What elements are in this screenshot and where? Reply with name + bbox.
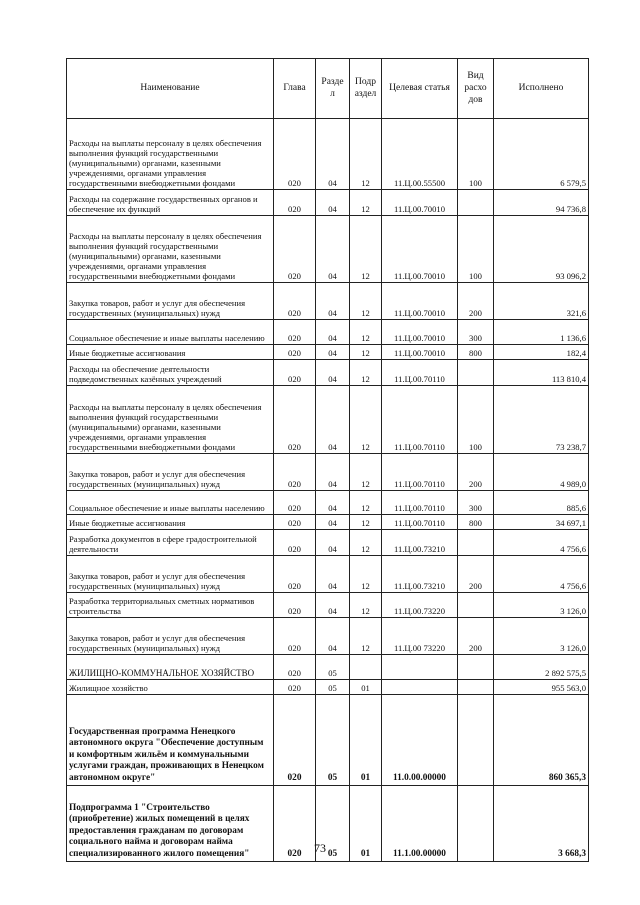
cell-executed: 860 365,3 <box>494 695 589 786</box>
cell-subsection: 12 <box>350 593 382 618</box>
cell-section: 04 <box>316 593 350 618</box>
cell-executed: 113 810,4 <box>494 360 589 386</box>
cell-type <box>458 593 494 618</box>
cell-name: Закупка товаров, работ и услуг для обеспечения государственных (муниципальных) нужд <box>67 618 274 655</box>
table-row <box>67 618 589 655</box>
cell-name: Разработка территориальных сметных нормативов строительства <box>67 593 274 618</box>
cell-section: 04 <box>316 515 350 530</box>
table-row <box>67 593 589 618</box>
cell-name: Закупка товаров, работ и услуг для обеспечения государственных (муниципальных) нужд <box>67 556 274 593</box>
cell-section: 05 <box>316 655 350 680</box>
cell-subsection: 01 <box>350 695 382 786</box>
cell-executed: 955 563,0 <box>494 680 589 695</box>
cell-name: Подпрограмма 1 "Строительство (приобретение) жилых помещений в целях предоставления гражданам по договорам социального найма и договорам найма специализированного жилого помещения" <box>67 786 274 862</box>
cell-chapter: 020 <box>274 360 316 386</box>
cell-name: Иные бюджетные ассигнования <box>67 515 274 530</box>
cell-chapter: 020 <box>274 386 316 454</box>
budget-table <box>66 58 589 862</box>
cell-section: 05 <box>316 786 350 862</box>
cell-section: 05 <box>316 695 350 786</box>
cell-chapter: 020 <box>274 530 316 556</box>
cell-subsection: 12 <box>350 454 382 491</box>
table-header-row <box>67 59 589 119</box>
table-row <box>67 515 589 530</box>
cell-article: 11.Ц.00.73210 <box>382 530 458 556</box>
table-row <box>67 386 589 454</box>
cell-subsection: 12 <box>350 360 382 386</box>
cell-chapter: 020 <box>274 345 316 360</box>
cell-executed: 321,6 <box>494 283 589 320</box>
cell-name: ЖИЛИЩНО-КОММУНАЛЬНОЕ ХОЗЯЙСТВО <box>67 655 274 680</box>
cell-type <box>458 695 494 786</box>
cell-subsection: 12 <box>350 618 382 655</box>
table-row <box>67 530 589 556</box>
cell-article <box>382 680 458 695</box>
cell-section: 04 <box>316 190 350 216</box>
cell-executed: 3 126,0 <box>494 618 589 655</box>
cell-type: 200 <box>458 618 494 655</box>
cell-executed: 182,4 <box>494 345 589 360</box>
cell-chapter: 020 <box>274 320 316 345</box>
cell-section: 04 <box>316 530 350 556</box>
cell-type: 200 <box>458 454 494 491</box>
cell-section: 04 <box>316 618 350 655</box>
table-row <box>67 491 589 515</box>
cell-type <box>458 680 494 695</box>
cell-chapter: 020 <box>274 556 316 593</box>
cell-type: 100 <box>458 216 494 283</box>
cell-article: 11.Ц.00.70010 <box>382 345 458 360</box>
table-row <box>67 556 589 593</box>
cell-chapter: 020 <box>274 695 316 786</box>
cell-executed: 885,6 <box>494 491 589 515</box>
cell-chapter: 020 <box>274 515 316 530</box>
cell-section: 04 <box>316 386 350 454</box>
cell-name: Жилищное хозяйство <box>67 680 274 695</box>
cell-type: 300 <box>458 320 494 345</box>
cell-subsection: 01 <box>350 786 382 862</box>
cell-section: 04 <box>316 556 350 593</box>
cell-name: Расходы на содержание государственных органов и обеспечение их функций <box>67 190 274 216</box>
cell-type: 100 <box>458 119 494 190</box>
header-executed: Исполнено <box>494 59 589 119</box>
cell-chapter: 020 <box>274 786 316 862</box>
page-number: 73 <box>314 841 326 855</box>
cell-name: Социальное обеспечение и иные выплаты населению <box>67 320 274 345</box>
cell-name: Закупка товаров, работ и услуг для обеспечения государственных (муниципальных) нужд <box>67 283 274 320</box>
header-chapter: Глава <box>274 59 316 119</box>
cell-article: 11.Ц.00.70110 <box>382 515 458 530</box>
table-row <box>67 320 589 345</box>
cell-type <box>458 360 494 386</box>
cell-chapter: 020 <box>274 618 316 655</box>
cell-article: 11.Ц.00.70110 <box>382 360 458 386</box>
table-row <box>67 655 589 680</box>
cell-executed: 34 697,1 <box>494 515 589 530</box>
cell-name: Расходы на обеспечение деятельности подведомственных казённых учреждений <box>67 360 274 386</box>
cell-type: 800 <box>458 345 494 360</box>
cell-subsection: 12 <box>350 530 382 556</box>
table-row <box>67 283 589 320</box>
cell-executed: 6 579,5 <box>494 119 589 190</box>
table-row <box>67 360 589 386</box>
header-subsection: Подр аздел <box>350 59 382 119</box>
cell-section: 04 <box>316 119 350 190</box>
cell-article: 11.Ц.00.70010 <box>382 320 458 345</box>
cell-executed: 3 668,3 <box>494 786 589 862</box>
table-row <box>67 695 589 786</box>
cell-article: 11.0.00.00000 <box>382 695 458 786</box>
cell-subsection: 12 <box>350 491 382 515</box>
table-row <box>67 345 589 360</box>
cell-executed: 4 989,0 <box>494 454 589 491</box>
cell-subsection: 12 <box>350 345 382 360</box>
cell-type <box>458 530 494 556</box>
cell-subsection: 01 <box>350 680 382 695</box>
cell-chapter: 020 <box>274 491 316 515</box>
table-row <box>67 680 589 695</box>
cell-name: Разработка документов в сфере градостроительной деятельности <box>67 530 274 556</box>
cell-executed: 93 096,2 <box>494 216 589 283</box>
table-row <box>67 216 589 283</box>
cell-name: Расходы на выплаты персоналу в целях обеспечения выполнения функций государственными (муниципальными) органами, казенными учреждениями, органами управления государственными внебюджетными фондами <box>67 119 274 190</box>
cell-name: Закупка товаров, работ и услуг для обеспечения государственных (муниципальных) нужд <box>67 454 274 491</box>
cell-section: 04 <box>316 345 350 360</box>
cell-section: 05 <box>316 680 350 695</box>
cell-type: 200 <box>458 556 494 593</box>
cell-article: 11.Ц.00.70110 <box>382 491 458 515</box>
cell-subsection: 12 <box>350 119 382 190</box>
table-body <box>67 119 589 862</box>
cell-name: Иные бюджетные ассигнования <box>67 345 274 360</box>
cell-subsection: 12 <box>350 515 382 530</box>
cell-name: Государственная программа Ненецкого автономного округа "Обеспечение доступным и комфортным жильём и коммунальными услугами граждан, проживающих в Ненецком автономном округе" <box>67 695 274 786</box>
cell-article <box>382 655 458 680</box>
cell-executed: 4 756,6 <box>494 530 589 556</box>
cell-article: 11.Ц.00.70110 <box>382 454 458 491</box>
cell-executed: 94 736,8 <box>494 190 589 216</box>
cell-subsection: 12 <box>350 556 382 593</box>
cell-executed: 4 756,6 <box>494 556 589 593</box>
cell-type: 300 <box>458 491 494 515</box>
cell-name: Расходы на выплаты персоналу в целях обеспечения выполнения функций государственными (муниципальными) органами, казенными учреждениями, органами управления государственными внебюджетными фондами <box>67 386 274 454</box>
cell-name: Социальное обеспечение и иные выплаты населению <box>67 491 274 515</box>
cell-type <box>458 655 494 680</box>
cell-article: 11.Ц.00.55500 <box>382 119 458 190</box>
cell-section: 04 <box>316 216 350 283</box>
header-name: Наименование <box>67 59 274 119</box>
cell-chapter: 020 <box>274 190 316 216</box>
cell-executed: 1 136,6 <box>494 320 589 345</box>
cell-chapter: 020 <box>274 119 316 190</box>
cell-subsection: 12 <box>350 320 382 345</box>
header-type: Вид расхо дов <box>458 59 494 119</box>
cell-type: 800 <box>458 515 494 530</box>
table-row <box>67 190 589 216</box>
cell-article: 11.Ц.00.73210 <box>382 556 458 593</box>
cell-article: 11.Ц.00.70010 <box>382 190 458 216</box>
cell-article: 11.Ц.00.70010 <box>382 216 458 283</box>
cell-section: 04 <box>316 454 350 491</box>
cell-subsection: 12 <box>350 386 382 454</box>
cell-chapter: 020 <box>274 283 316 320</box>
cell-executed: 3 126,0 <box>494 593 589 618</box>
cell-article: 11.Ц.00.70110 <box>382 386 458 454</box>
cell-chapter: 020 <box>274 655 316 680</box>
cell-article: 11.Ц.00 73220 <box>382 618 458 655</box>
cell-subsection <box>350 655 382 680</box>
cell-executed: 2 892 575,5 <box>494 655 589 680</box>
cell-section: 04 <box>316 283 350 320</box>
cell-article: 11.1.00.00000 <box>382 786 458 862</box>
cell-subsection: 12 <box>350 190 382 216</box>
cell-chapter: 020 <box>274 680 316 695</box>
cell-type: 100 <box>458 386 494 454</box>
cell-section: 04 <box>316 360 350 386</box>
cell-chapter: 020 <box>274 593 316 618</box>
cell-subsection: 12 <box>350 216 382 283</box>
header-article: Целевая статья <box>382 59 458 119</box>
cell-name: Расходы на выплаты персоналу в целях обеспечения выполнения функций государственными (муниципальными) органами, казенными учреждениями, органами управления государственными внебюджетными фондами <box>67 216 274 283</box>
cell-executed: 73 238,7 <box>494 386 589 454</box>
cell-section: 04 <box>316 320 350 345</box>
table-row <box>67 454 589 491</box>
cell-subsection: 12 <box>350 283 382 320</box>
table-row <box>67 119 589 190</box>
cell-chapter: 020 <box>274 454 316 491</box>
cell-section: 04 <box>316 491 350 515</box>
cell-type: 200 <box>458 283 494 320</box>
cell-chapter: 020 <box>274 216 316 283</box>
cell-article: 11.Ц.00.73220 <box>382 593 458 618</box>
cell-article: 11.Ц.00.70010 <box>382 283 458 320</box>
cell-type <box>458 190 494 216</box>
header-section: Разде л <box>316 59 350 119</box>
